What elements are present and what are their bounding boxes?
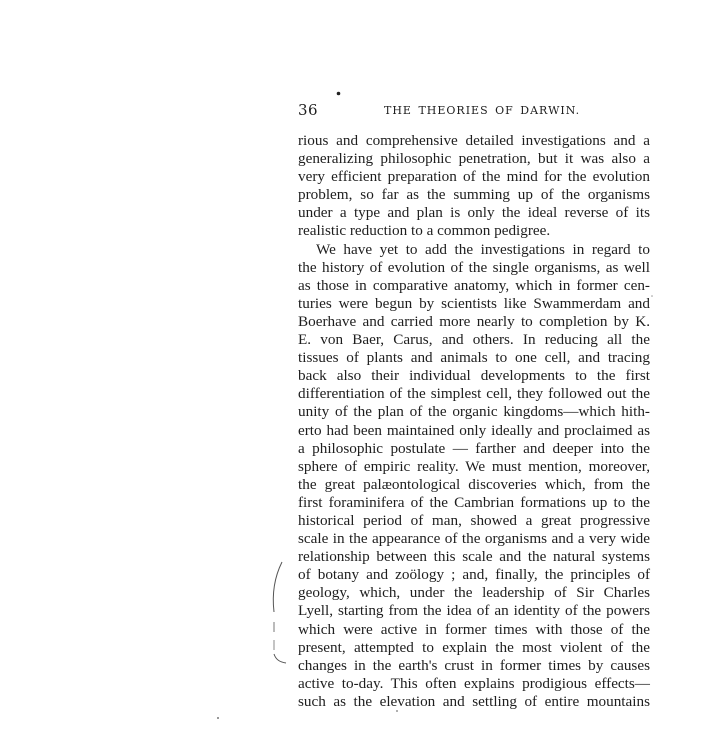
corner-speck <box>216 716 220 720</box>
text-line: the great palæontological discoveries which, from the <box>298 475 650 493</box>
text-line: relationship between this scale and the natural systems <box>298 548 650 566</box>
text-line: back also their individual developments to the first <box>298 367 650 385</box>
text-line: rious and comprehensive detailed investigations and a <box>298 132 650 149</box>
text-line: E. von Baer, Carus, and others. In reducing all the <box>298 331 650 349</box>
page-header <box>298 101 650 123</box>
text-line: which were active in former times with those of the <box>298 620 650 638</box>
text-line: present, attempted to explain the most violent of the <box>298 638 650 656</box>
running-title: THE THEORIES OF DARWIN. <box>384 104 581 117</box>
text-line: as those in comparative anatomy, which in former cen- <box>298 276 650 294</box>
text-line: erto had been maintained only ideally and proclaimed as <box>298 421 650 439</box>
text-line: under a type and plan is only the ideal reverse of its <box>298 204 650 222</box>
text-line: first foraminifera of the Cambrian formations up to the <box>298 493 650 511</box>
text-line: of botany and zoölogy ; and, finally, the principles of <box>298 566 650 584</box>
text-line: sphere of empiric reality. We must mention, moreover, <box>298 457 650 475</box>
body-text <box>298 132 650 711</box>
text-line: problem, so far as the summing up of the organisms <box>298 186 650 204</box>
ink-dot-top <box>336 91 342 97</box>
bottom-speck <box>395 709 399 713</box>
text-line: scale in the appearance of the organisms and a very wide <box>298 530 650 548</box>
text-line: tissues of plants and animals to one cell, and tracing <box>298 349 650 367</box>
text-line: such as the elevation and settling of entire mountains <box>298 692 650 710</box>
text-line: geology, which, under the leadership of Sir Charles <box>298 584 650 602</box>
text-line: differentiation of the simplest cell, they followed out the <box>298 385 650 403</box>
text-line: historical period of man, showed a great progressive <box>298 511 650 529</box>
text-line: realistic reduction to a common pedigree. <box>298 222 551 240</box>
text-line: turies were begun by scientists like Swammerdam and <box>298 294 650 312</box>
text-line: generalizing philosophic penetration, but it was also a <box>298 150 650 168</box>
text-line: very efficient preparation of the mind for the evolution <box>298 168 650 186</box>
text-line: active to-day. This often explains prodigious effects— <box>298 674 650 692</box>
text-line: the history of evolution of the single organisms, as well <box>298 258 650 276</box>
text-line: Boerhave and carried more nearly to completion by K. <box>298 312 650 330</box>
text-line: changes in the earth's crust in former times by causes <box>298 656 650 674</box>
text-line: unity of the plan of the organic kingdoms—which hith- <box>298 403 650 421</box>
edge-speck <box>650 294 654 298</box>
page-number: 36 <box>298 101 319 119</box>
margin-pencil-bracket <box>268 560 298 670</box>
text-line: We have yet to add the investigations in regard to <box>316 240 650 258</box>
text-line: a philosophic postulate — farther and deeper into the <box>298 439 650 457</box>
text-line: Lyell, starting from the idea of an identity of the powers <box>298 602 650 620</box>
